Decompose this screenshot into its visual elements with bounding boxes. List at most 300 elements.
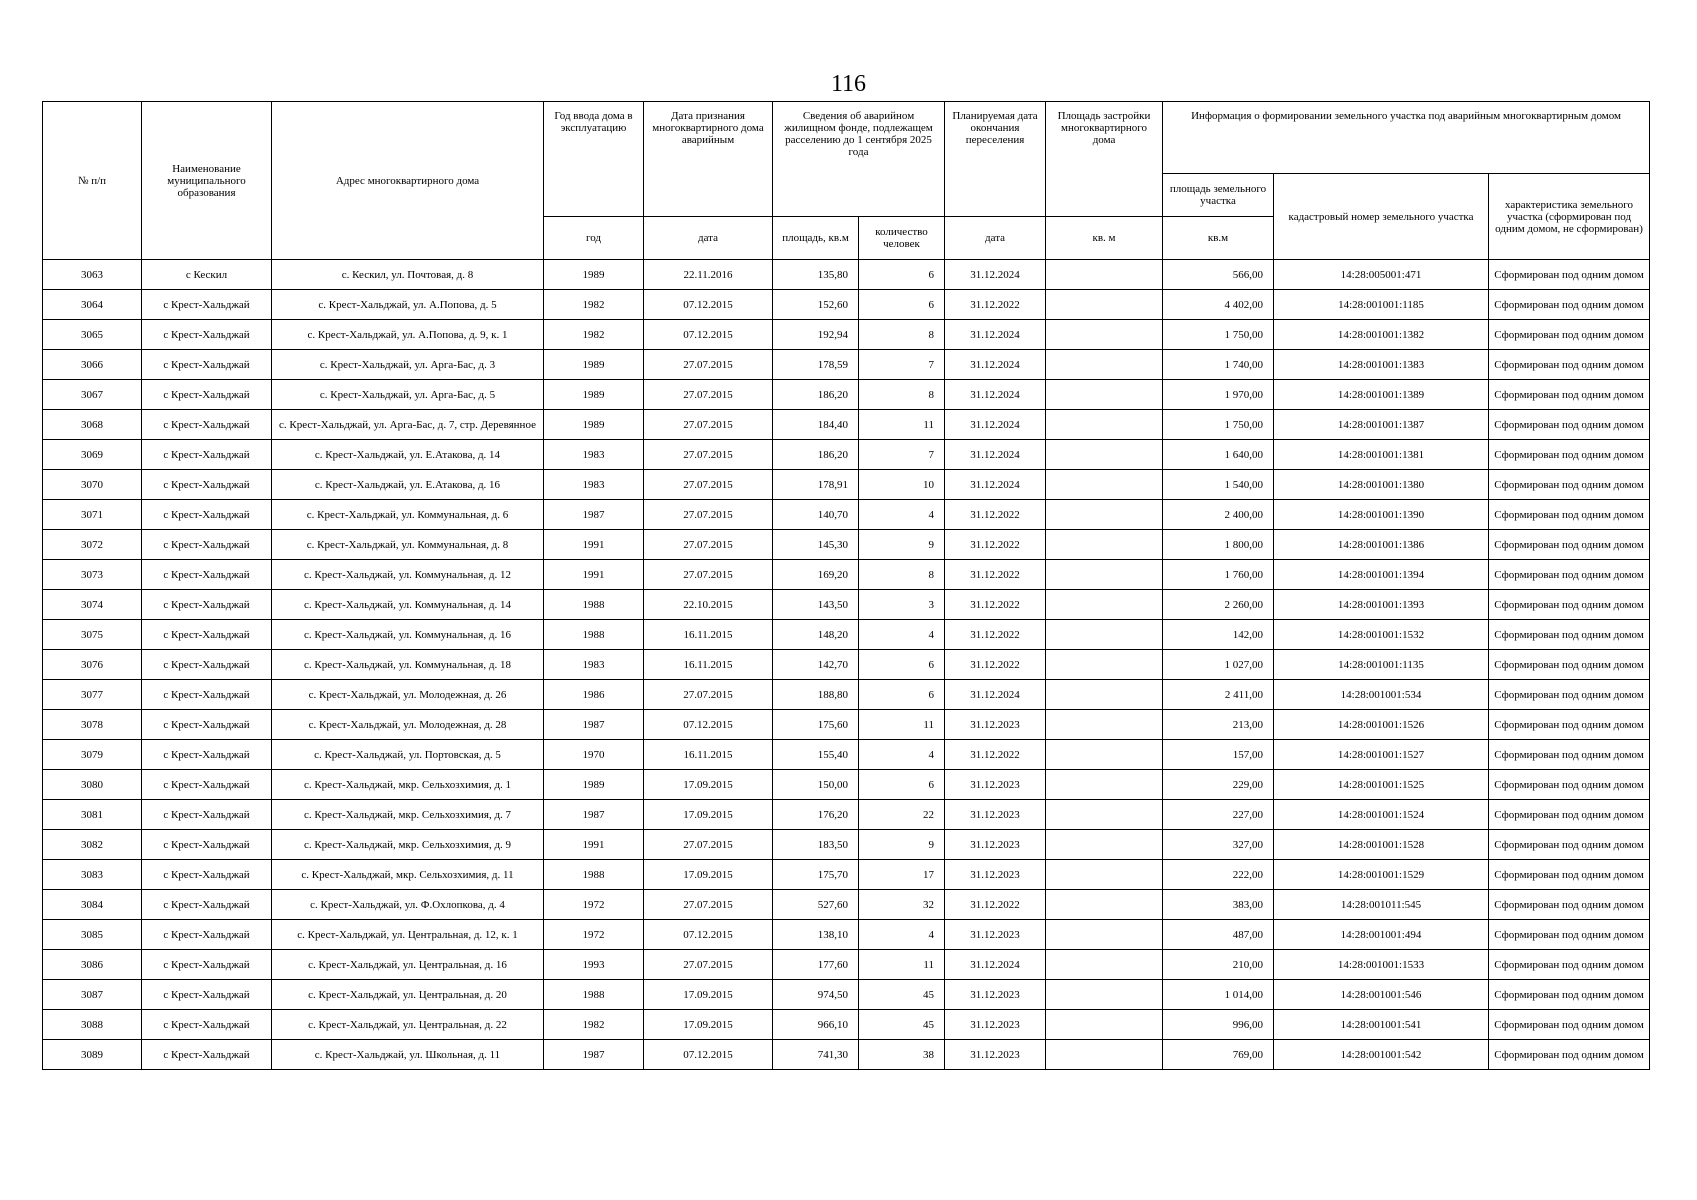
cell-land-char: Сформирован под одним домом: [1489, 680, 1650, 710]
cell-land-area: 1 640,00: [1163, 440, 1274, 470]
cell-address: с. Крест-Хальджай, ул. Е.Атакова, д. 16: [272, 470, 544, 500]
cell-planned-date: 31.12.2022: [945, 740, 1046, 770]
cell-land-area: 1 027,00: [1163, 650, 1274, 680]
cell-date-emergency: 27.07.2015: [644, 380, 773, 410]
cell-address: с. Крест-Хальджай, ул. Коммунальная, д. 14: [272, 590, 544, 620]
cell-year-built: 1972: [544, 890, 644, 920]
table-header: [43, 102, 1650, 260]
cell-num: 3070: [43, 470, 142, 500]
cell-area: 178,59: [773, 350, 859, 380]
cell-municipality: с Крест-Хальджай: [142, 980, 272, 1010]
cell-area: 143,50: [773, 590, 859, 620]
cell-people: 6: [859, 290, 945, 320]
cell-num: 3074: [43, 590, 142, 620]
table-row: [43, 710, 1650, 740]
cell-cadastral: 14:28:001011:545: [1274, 890, 1489, 920]
cell-year-built: 1989: [544, 410, 644, 440]
cell-address: с. Крест-Хальджай, ул. Портовская, д. 5: [272, 740, 544, 770]
cell-land-char: Сформирован под одним домом: [1489, 440, 1650, 470]
cell-year-built: 1987: [544, 800, 644, 830]
page-number: 116: [830, 71, 867, 97]
cell-built-area: [1046, 290, 1163, 320]
cell-year-built: 1983: [544, 650, 644, 680]
header-land-info: Информация о формировании земельного участка под аварийным многоквартирным домом: [1163, 102, 1650, 174]
cell-people: 45: [859, 1010, 945, 1040]
cell-built-area: [1046, 1040, 1163, 1070]
cell-year-built: 1987: [544, 710, 644, 740]
cell-address: с. Крест-Хальджай, мкр. Сельхозхимия, д. 9: [272, 830, 544, 860]
cell-land-char: Сформирован под одним домом: [1489, 980, 1650, 1010]
cell-address: с. Крест-Хальджай, ул. Арга-Бас, д. 3: [272, 350, 544, 380]
cell-land-char: Сформирован под одним домом: [1489, 470, 1650, 500]
cell-address: с. Крест-Хальджай, ул. Школьная, д. 11: [272, 1040, 544, 1070]
cell-built-area: [1046, 470, 1163, 500]
cell-people: 7: [859, 440, 945, 470]
table-row: [43, 530, 1650, 560]
cell-address: с. Крест-Хальджай, ул. Молодежная, д. 26: [272, 680, 544, 710]
cell-municipality: с Крест-Хальджай: [142, 920, 272, 950]
cell-area: 527,60: [773, 890, 859, 920]
cell-date-emergency: 27.07.2015: [644, 500, 773, 530]
cell-area: 150,00: [773, 770, 859, 800]
cell-date-emergency: 17.09.2015: [644, 770, 773, 800]
cell-land-char: Сформирован под одним домом: [1489, 920, 1650, 950]
cell-year-built: 1987: [544, 1040, 644, 1070]
cell-address: с. Крест-Хальджай, мкр. Сельхозхимия, д. 1: [272, 770, 544, 800]
cell-num: 3064: [43, 290, 142, 320]
cell-area: 145,30: [773, 530, 859, 560]
header-land-char: характеристика земельного участка (сформирован под одним домом, не сформирован): [1489, 174, 1650, 260]
cell-date-emergency: 07.12.2015: [644, 290, 773, 320]
cell-address: с. Крест-Хальджай, ул. Коммунальная, д. 16: [272, 620, 544, 650]
cell-date-emergency: 22.10.2015: [644, 590, 773, 620]
cell-land-area: 222,00: [1163, 860, 1274, 890]
cell-municipality: с Крест-Хальджай: [142, 320, 272, 350]
cell-people: 4: [859, 500, 945, 530]
cell-municipality: с Крест-Хальджай: [142, 860, 272, 890]
header-address: Адрес многоквартирного дома: [272, 102, 544, 260]
cell-cadastral: 14:28:005001:471: [1274, 260, 1489, 290]
header-year-built: Год ввода дома в эксплуатацию: [544, 102, 644, 217]
cell-cadastral: 14:28:001001:542: [1274, 1040, 1489, 1070]
cell-num: 3073: [43, 560, 142, 590]
cell-year-built: 1983: [544, 470, 644, 500]
cell-area: 178,91: [773, 470, 859, 500]
cell-people: 4: [859, 740, 945, 770]
cell-people: 22: [859, 800, 945, 830]
header-unit-sqm: кв. м: [1046, 217, 1163, 260]
cell-cadastral: 14:28:001001:1526: [1274, 710, 1489, 740]
cell-planned-date: 31.12.2022: [945, 500, 1046, 530]
cell-address: с. Крест-Хальджай, ул. Коммунальная, д. 6: [272, 500, 544, 530]
cell-address: с. Крест-Хальджай, ул. Е.Атакова, д. 14: [272, 440, 544, 470]
cell-date-emergency: 22.11.2016: [644, 260, 773, 290]
cell-municipality: с Крест-Хальджай: [142, 770, 272, 800]
cell-land-char: Сформирован под одним домом: [1489, 740, 1650, 770]
cell-cadastral: 14:28:001001:541: [1274, 1010, 1489, 1040]
cell-land-char: Сформирован под одним домом: [1489, 530, 1650, 560]
cell-cadastral: 14:28:001001:1185: [1274, 290, 1489, 320]
cell-land-char: Сформирован под одним домом: [1489, 620, 1650, 650]
table-row: [43, 590, 1650, 620]
table-row: [43, 1010, 1650, 1040]
cell-cadastral: 14:28:001001:1135: [1274, 650, 1489, 680]
cell-built-area: [1046, 950, 1163, 980]
cell-year-built: 1991: [544, 530, 644, 560]
cell-municipality: с Крест-Хальджай: [142, 470, 272, 500]
cell-num: 3079: [43, 740, 142, 770]
cell-land-area: 1 800,00: [1163, 530, 1274, 560]
cell-num: 3068: [43, 410, 142, 440]
cell-people: 32: [859, 890, 945, 920]
table-row: [43, 860, 1650, 890]
cell-land-area: 142,00: [1163, 620, 1274, 650]
table-row: [43, 830, 1650, 860]
cell-municipality: с Крест-Хальджай: [142, 290, 272, 320]
cell-land-char: Сформирован под одним домом: [1489, 1010, 1650, 1040]
table-row: [43, 980, 1650, 1010]
cell-num: 3089: [43, 1040, 142, 1070]
cell-municipality: с Крест-Хальджай: [142, 350, 272, 380]
table-row: [43, 950, 1650, 980]
cell-municipality: с Крест-Хальджай: [142, 440, 272, 470]
cell-address: с. Крест-Хальджай, ул. Арга-Бас, д. 5: [272, 380, 544, 410]
table-row: [43, 500, 1650, 530]
cell-municipality: с Крест-Хальджай: [142, 800, 272, 830]
cell-land-area: 227,00: [1163, 800, 1274, 830]
emergency-housing-table: [42, 101, 1650, 1070]
cell-year-built: 1988: [544, 620, 644, 650]
cell-cadastral: 14:28:001001:534: [1274, 680, 1489, 710]
cell-num: 3063: [43, 260, 142, 290]
table-row: [43, 350, 1650, 380]
cell-num: 3088: [43, 1010, 142, 1040]
cell-year-built: 1982: [544, 1010, 644, 1040]
cell-built-area: [1046, 410, 1163, 440]
cell-year-built: 1972: [544, 920, 644, 950]
cell-cadastral: 14:28:001001:1525: [1274, 770, 1489, 800]
table-row: [43, 260, 1650, 290]
cell-built-area: [1046, 860, 1163, 890]
cell-people: 8: [859, 320, 945, 350]
cell-address: с. Крест-Хальджай, ул. А.Попова, д. 5: [272, 290, 544, 320]
cell-address: с. Крест-Хальджай, ул. Центральная, д. 22: [272, 1010, 544, 1040]
cell-cadastral: 14:28:001001:1394: [1274, 560, 1489, 590]
cell-built-area: [1046, 770, 1163, 800]
header-land-area: площадь земельного участка: [1163, 174, 1274, 217]
cell-municipality: с Крест-Хальджай: [142, 650, 272, 680]
cell-planned-date: 31.12.2023: [945, 1010, 1046, 1040]
cell-address: с. Крест-Хальджай, мкр. Сельхозхимия, д. 11: [272, 860, 544, 890]
cell-land-area: 566,00: [1163, 260, 1274, 290]
header-emergency-info: Сведения об аварийном жилищном фонде, подлежащем расселению до 1 сентября 2025 года: [773, 102, 945, 217]
cell-address: с. Крест-Хальджай, ул. Центральная, д. 16: [272, 950, 544, 980]
cell-date-emergency: 27.07.2015: [644, 950, 773, 980]
cell-year-built: 1987: [544, 500, 644, 530]
cell-municipality: с Крест-Хальджай: [142, 890, 272, 920]
cell-land-char: Сформирован под одним домом: [1489, 260, 1650, 290]
cell-area: 974,50: [773, 980, 859, 1010]
table-row: [43, 740, 1650, 770]
table-row: [43, 290, 1650, 320]
cell-land-char: Сформирован под одним домом: [1489, 950, 1650, 980]
cell-land-char: Сформирован под одним домом: [1489, 380, 1650, 410]
cell-planned-date: 31.12.2023: [945, 980, 1046, 1010]
cell-num: 3083: [43, 860, 142, 890]
cell-cadastral: 14:28:001001:1381: [1274, 440, 1489, 470]
cell-land-char: Сформирован под одним домом: [1489, 830, 1650, 860]
cell-people: 8: [859, 560, 945, 590]
cell-year-built: 1986: [544, 680, 644, 710]
cell-planned-date: 31.12.2023: [945, 710, 1046, 740]
cell-built-area: [1046, 620, 1163, 650]
cell-year-built: 1993: [544, 950, 644, 980]
table-row: [43, 380, 1650, 410]
cell-year-built: 1982: [544, 320, 644, 350]
cell-area: 148,20: [773, 620, 859, 650]
cell-cadastral: 14:28:001001:1529: [1274, 860, 1489, 890]
table-row: [43, 440, 1650, 470]
cell-date-emergency: 07.12.2015: [644, 920, 773, 950]
cell-num: 3085: [43, 920, 142, 950]
cell-land-area: 210,00: [1163, 950, 1274, 980]
cell-num: 3065: [43, 320, 142, 350]
cell-planned-date: 31.12.2022: [945, 290, 1046, 320]
cell-num: 3066: [43, 350, 142, 380]
cell-land-char: Сформирован под одним домом: [1489, 290, 1650, 320]
cell-year-built: 1970: [544, 740, 644, 770]
cell-date-emergency: 07.12.2015: [644, 1040, 773, 1070]
cell-cadastral: 14:28:001001:494: [1274, 920, 1489, 950]
cell-municipality: с Крест-Хальджай: [142, 620, 272, 650]
header-municipality: Наименование муниципального образования: [142, 102, 272, 260]
cell-area: 175,60: [773, 710, 859, 740]
cell-address: с. Крест-Хальджай, ул. Молодежная, д. 28: [272, 710, 544, 740]
cell-built-area: [1046, 260, 1163, 290]
cell-built-area: [1046, 800, 1163, 830]
cell-planned-date: 31.12.2023: [945, 1040, 1046, 1070]
cell-planned-date: 31.12.2024: [945, 320, 1046, 350]
table-row: [43, 410, 1650, 440]
cell-cadastral: 14:28:001001:1389: [1274, 380, 1489, 410]
cell-planned-date: 31.12.2023: [945, 920, 1046, 950]
cell-municipality: с Крест-Хальджай: [142, 740, 272, 770]
cell-people: 17: [859, 860, 945, 890]
cell-land-area: 996,00: [1163, 1010, 1274, 1040]
cell-num: 3077: [43, 680, 142, 710]
cell-area: 186,20: [773, 440, 859, 470]
cell-municipality: с Кескил: [142, 260, 272, 290]
cell-land-area: 1 014,00: [1163, 980, 1274, 1010]
cell-land-area: 1 750,00: [1163, 320, 1274, 350]
cell-area: 142,70: [773, 650, 859, 680]
cell-area: 155,40: [773, 740, 859, 770]
cell-area: 186,20: [773, 380, 859, 410]
cell-cadastral: 14:28:001001:1390: [1274, 500, 1489, 530]
cell-built-area: [1046, 680, 1163, 710]
cell-land-area: 769,00: [1163, 1040, 1274, 1070]
cell-area: 966,10: [773, 1010, 859, 1040]
cell-land-char: Сформирован под одним домом: [1489, 1040, 1650, 1070]
cell-area: 176,20: [773, 800, 859, 830]
cell-area: 175,70: [773, 860, 859, 890]
cell-num: 3086: [43, 950, 142, 980]
cell-people: 4: [859, 620, 945, 650]
cell-built-area: [1046, 530, 1163, 560]
cell-land-area: 487,00: [1163, 920, 1274, 950]
cell-planned-date: 31.12.2024: [945, 950, 1046, 980]
cell-land-char: Сформирован под одним домом: [1489, 350, 1650, 380]
cell-built-area: [1046, 560, 1163, 590]
cell-land-area: 2 260,00: [1163, 590, 1274, 620]
cell-area: 152,60: [773, 290, 859, 320]
cell-year-built: 1982: [544, 290, 644, 320]
cell-land-area: 1 970,00: [1163, 380, 1274, 410]
table-row: [43, 680, 1650, 710]
cell-cadastral: 14:28:001001:1524: [1274, 800, 1489, 830]
cell-date-emergency: 16.11.2015: [644, 650, 773, 680]
cell-built-area: [1046, 740, 1163, 770]
header-num: № п/п: [43, 102, 142, 260]
cell-year-built: 1988: [544, 980, 644, 1010]
cell-year-built: 1991: [544, 830, 644, 860]
cell-cadastral: 14:28:001001:1533: [1274, 950, 1489, 980]
cell-people: 9: [859, 530, 945, 560]
cell-municipality: с Крест-Хальджай: [142, 530, 272, 560]
table-row: [43, 470, 1650, 500]
cell-area: 741,30: [773, 1040, 859, 1070]
cell-land-area: 213,00: [1163, 710, 1274, 740]
cell-land-area: 1 760,00: [1163, 560, 1274, 590]
cell-built-area: [1046, 830, 1163, 860]
cell-year-built: 1989: [544, 380, 644, 410]
header-built-area: Площадь застройки многоквартирного дома: [1046, 102, 1163, 217]
cell-people: 8: [859, 380, 945, 410]
cell-date-emergency: 17.09.2015: [644, 800, 773, 830]
header-planned-date: Планируемая дата окончания переселения: [945, 102, 1046, 217]
cell-date-emergency: 27.07.2015: [644, 440, 773, 470]
cell-area: 188,80: [773, 680, 859, 710]
cell-municipality: с Крест-Хальджай: [142, 380, 272, 410]
cell-municipality: с Крест-Хальджай: [142, 1010, 272, 1040]
cell-municipality: с Крест-Хальджай: [142, 500, 272, 530]
cell-num: 3087: [43, 980, 142, 1010]
cell-built-area: [1046, 350, 1163, 380]
cell-planned-date: 31.12.2022: [945, 650, 1046, 680]
cell-municipality: с Крест-Хальджай: [142, 680, 272, 710]
cell-land-char: Сформирован под одним домом: [1489, 410, 1650, 440]
cell-built-area: [1046, 440, 1163, 470]
cell-land-area: 1 750,00: [1163, 410, 1274, 440]
cell-area: 140,70: [773, 500, 859, 530]
table-row: [43, 920, 1650, 950]
cell-date-emergency: 27.07.2015: [644, 560, 773, 590]
cell-cadastral: 14:28:001001:1387: [1274, 410, 1489, 440]
cell-planned-date: 31.12.2022: [945, 890, 1046, 920]
cell-built-area: [1046, 320, 1163, 350]
cell-land-char: Сформирован под одним домом: [1489, 650, 1650, 680]
cell-year-built: 1988: [544, 590, 644, 620]
header-unit-people: количество человек: [859, 217, 945, 260]
table-body: [43, 260, 1650, 1070]
cell-built-area: [1046, 1010, 1163, 1040]
cell-cadastral: 14:28:001001:1532: [1274, 620, 1489, 650]
cell-land-char: Сформирован под одним домом: [1489, 590, 1650, 620]
cell-built-area: [1046, 980, 1163, 1010]
cell-cadastral: 14:28:001001:546: [1274, 980, 1489, 1010]
cell-built-area: [1046, 500, 1163, 530]
cell-date-emergency: 27.07.2015: [644, 890, 773, 920]
cell-people: 6: [859, 260, 945, 290]
cell-land-char: Сформирован под одним домом: [1489, 500, 1650, 530]
cell-built-area: [1046, 920, 1163, 950]
cell-address: с. Крест-Хальджай, мкр. Сельхозхимия, д. 7: [272, 800, 544, 830]
cell-planned-date: 31.12.2023: [945, 860, 1046, 890]
cell-cadastral: 14:28:001001:1528: [1274, 830, 1489, 860]
cell-area: 177,60: [773, 950, 859, 980]
cell-land-area: 383,00: [1163, 890, 1274, 920]
cell-built-area: [1046, 590, 1163, 620]
cell-date-emergency: 17.09.2015: [644, 980, 773, 1010]
cell-land-char: Сформирован под одним домом: [1489, 560, 1650, 590]
cell-num: 3078: [43, 710, 142, 740]
cell-planned-date: 31.12.2022: [945, 590, 1046, 620]
cell-planned-date: 31.12.2024: [945, 380, 1046, 410]
cell-num: 3082: [43, 830, 142, 860]
cell-people: 11: [859, 410, 945, 440]
cell-date-emergency: 27.07.2015: [644, 470, 773, 500]
cell-built-area: [1046, 890, 1163, 920]
cell-planned-date: 31.12.2022: [945, 620, 1046, 650]
cell-land-char: Сформирован под одним домом: [1489, 860, 1650, 890]
cell-people: 6: [859, 650, 945, 680]
table-row: [43, 1040, 1650, 1070]
cell-built-area: [1046, 380, 1163, 410]
cell-built-area: [1046, 650, 1163, 680]
cell-people: 6: [859, 770, 945, 800]
cell-planned-date: 31.12.2024: [945, 470, 1046, 500]
cell-cadastral: 14:28:001001:1382: [1274, 320, 1489, 350]
header-cadastral: кадастровый номер земельного участка: [1274, 174, 1489, 260]
cell-land-area: 1 540,00: [1163, 470, 1274, 500]
cell-people: 10: [859, 470, 945, 500]
cell-land-char: Сформирован под одним домом: [1489, 320, 1650, 350]
cell-people: 9: [859, 830, 945, 860]
cell-num: 3080: [43, 770, 142, 800]
cell-num: 3084: [43, 890, 142, 920]
table-row: [43, 620, 1650, 650]
cell-municipality: с Крест-Хальджай: [142, 590, 272, 620]
cell-num: 3071: [43, 500, 142, 530]
cell-land-area: 2 400,00: [1163, 500, 1274, 530]
cell-land-char: Сформирован под одним домом: [1489, 710, 1650, 740]
cell-date-emergency: 27.07.2015: [644, 830, 773, 860]
table-row: [43, 560, 1650, 590]
cell-num: 3081: [43, 800, 142, 830]
cell-planned-date: 31.12.2024: [945, 350, 1046, 380]
cell-people: 45: [859, 980, 945, 1010]
cell-year-built: 1989: [544, 350, 644, 380]
cell-address: с. Крест-Хальджай, ул. А.Попова, д. 9, к. 1: [272, 320, 544, 350]
cell-num: 3069: [43, 440, 142, 470]
cell-address: с. Крест-Хальджай, ул. Арга-Бас, д. 7, стр. Деревянное: [272, 410, 544, 440]
cell-num: 3075: [43, 620, 142, 650]
table-row: [43, 320, 1650, 350]
cell-people: 3: [859, 590, 945, 620]
cell-people: 38: [859, 1040, 945, 1070]
cell-cadastral: 14:28:001001:1383: [1274, 350, 1489, 380]
cell-land-area: 1 740,00: [1163, 350, 1274, 380]
